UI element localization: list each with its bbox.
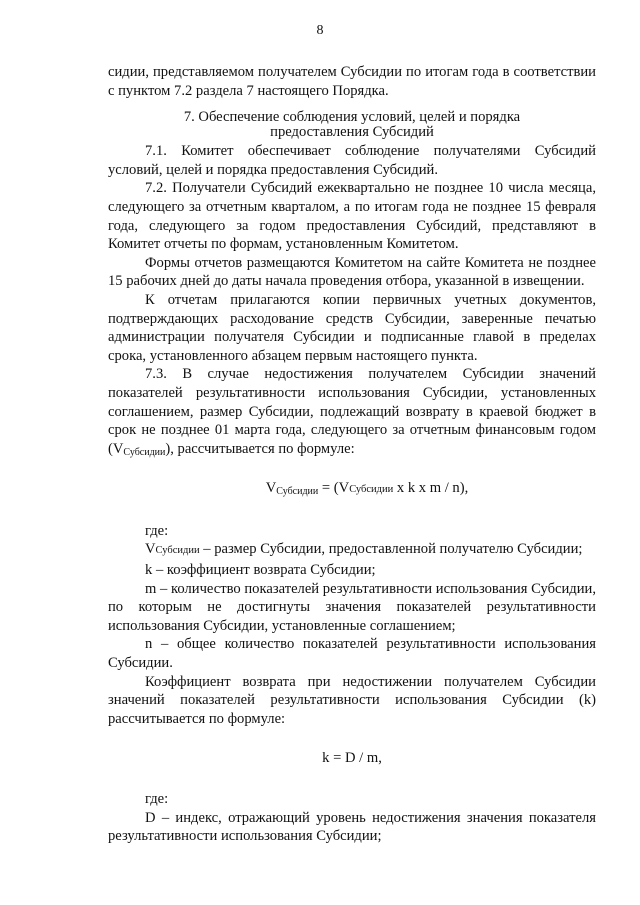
- page-number: 8: [316, 23, 324, 38]
- document-body: [108, 63, 596, 846]
- formula1-mid-subscript: Субсидии: [349, 484, 394, 496]
- section-heading-line-1: 7. Обеспечение соблюдения условий, целей и порядка: [183, 109, 521, 126]
- paragraph-7-3: [108, 365, 596, 458]
- section-heading-line-2: предоставления Субсидий: [270, 124, 434, 141]
- definition-m: m – количество показателей результативности использования Субсидии, по которым не достигнуты значения показателей результативности использования Субсидии, установленные соглашением;: [108, 580, 596, 634]
- paragraph-7-2: 7.2. Получатели Субсидий ежеквартально не позднее 10 числа месяца, следующего за отчетным кварталом, а по итогам года не позднее 15 февраля года, следующего за годом предоставления Субсидий, представляют в Комитет отчеты по формам, установленным Комитетом.: [108, 180, 596, 253]
- where-label-2: где:: [145, 791, 169, 807]
- formula1-eq: = (V: [318, 480, 350, 497]
- where-label-1: где:: [145, 522, 169, 539]
- paragraph-coefficient: Коэффициент возврата при недостижении получателем Субсидии значений показателей результативности использования Субсидии (k) рассчитывается по формуле:: [108, 673, 596, 727]
- definition-v-subscript: Субсидии: [155, 545, 200, 557]
- formula-coefficient: k = D / m,: [322, 750, 382, 767]
- formula-subsidy-return: [108, 479, 596, 500]
- formula1-lhs-subscript: Субсидии: [276, 486, 319, 498]
- definition-d: D – индекс, отражающий уровень недостижения значения показателя результативности использования Субсидии;: [108, 809, 596, 845]
- paragraph-7-1: 7.1. Комитет обеспечивает соблюдение получателями Субсидий условий, целей и порядка предоставления Субсидий.: [108, 143, 596, 178]
- formula1-rest: x k x m / n),: [393, 480, 469, 497]
- definition-n: n – общее количество показателей результативности использования Субсидии.: [108, 636, 596, 672]
- intro-paragraph: сидии, представляемом получателем Субсидии по итогам года в соответствии с пунктом 7.2 раздела 7 настоящего Порядка.: [108, 64, 596, 99]
- paragraph-7-3-tail: ), рассчитывается по формуле:: [165, 440, 355, 457]
- definition-v-text: – размер Субсидии, предоставленной получателю Субсидии;: [199, 541, 583, 558]
- definition-v: [108, 540, 596, 561]
- formula1-lhs: V: [265, 480, 277, 497]
- section-heading: [108, 110, 596, 140]
- definition-k: k – коэффициент возврата Субсидии;: [145, 562, 376, 579]
- paragraph-7-3-subscript: Субсидии: [123, 446, 166, 458]
- paragraph-report-attachments: К отчетам прилагаются копии первичных учетных документов, подтверждающих расходование средств Субсидии, заверенные печатью администрации получателя Субсидии и подписанные главой в пределах срока, установленного абзацем первым настоящего пункта.: [108, 291, 596, 364]
- definition-v-symbol: V: [145, 541, 156, 558]
- paragraph-report-forms: Формы отчетов размещаются Комитетом на сайте Комитета не позднее 15 рабочих дней до даты начала проведения отбора, указанной в извещении.: [108, 254, 596, 290]
- paragraph-7-3-text: 7.3. В случае недостижения получателем Субсидии значений показателей результативности использования Субсидии, установленных соглашением, размер Субсидии, подлежащий возврату в краевой бюджет в срок не позднее 01 марта года, следующего за отчетным финансовым годом (V: [108, 366, 596, 457]
